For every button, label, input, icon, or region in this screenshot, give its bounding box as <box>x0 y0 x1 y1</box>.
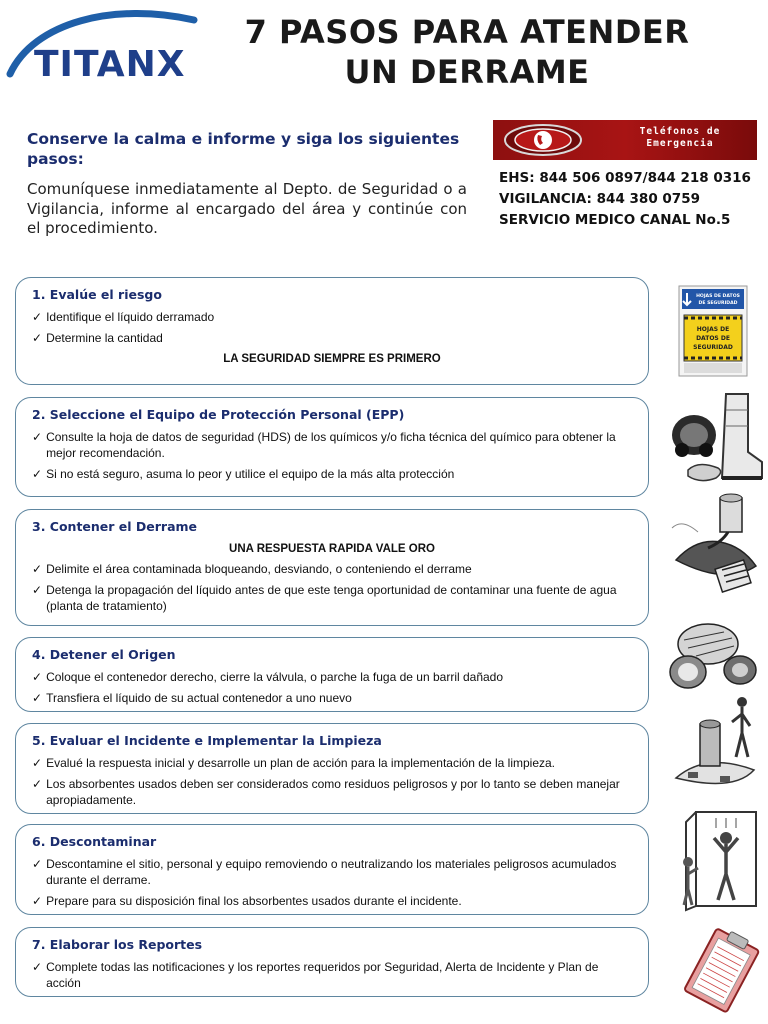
msds-sign-illustration <box>678 285 748 377</box>
quick-response-note: UNA RESPUESTA RAPIDA VALE ORO <box>229 543 435 555</box>
phone-icon <box>503 123 583 157</box>
item-text: Los absorbentes usados deben ser considerados como residuos peligrosos y por lo tanto se deben manejar apropiadamente. <box>46 777 620 807</box>
sign-panel-line-3: SEGURIDAD <box>693 344 733 351</box>
safety-note: LA SEGURIDAD SIEMPRE ES PRIMERO <box>223 353 441 365</box>
step-title: 3. Contener el Derrame <box>32 519 198 534</box>
check-icon: ✓ <box>32 960 43 974</box>
banner-line-1: Teléfonos de <box>639 126 721 137</box>
check-icon: ✓ <box>32 756 43 770</box>
item-text: Evalué la respuesta inicial y desarrolle un plan de acción para la implementación de la limpieza. <box>46 756 556 770</box>
sign-top-line-1: HOJAS DE DATOS <box>696 294 740 299</box>
step-title: 7. Elaborar los Reportes <box>32 937 203 952</box>
list-item <box>32 582 632 614</box>
list-item <box>32 959 632 991</box>
check-icon: ✓ <box>32 467 43 481</box>
step-7-box <box>15 927 649 997</box>
check-icon: ✓ <box>32 691 43 705</box>
servicio-medico: SERVICIO MEDICO CANAL No.5 <box>499 212 731 228</box>
list-item <box>32 856 632 888</box>
step-title: 6. Descontaminar <box>32 834 157 849</box>
step-title: 4. Detener el Origen <box>32 647 176 662</box>
list-item <box>32 330 632 346</box>
title-line-1: 7 PASOS PARA ATENDER <box>244 13 690 51</box>
item-text: Complete todas las notificaciones y los reportes requeridos por Seguridad, Alerta de Incidente y Plan de acción <box>46 960 599 990</box>
step-title: 1. Evalúe el riesgo <box>32 287 162 302</box>
item-text: Si no está seguro, asuma lo peor y utilice el equipo de la más alta protección <box>46 467 455 481</box>
check-icon: ✓ <box>32 777 43 791</box>
list-item <box>32 429 632 461</box>
list-item <box>32 893 632 909</box>
emergency-banner-text <box>605 126 755 150</box>
intro-heading: Conserve la calma e informe y siga los siguientes pasos: <box>27 130 460 168</box>
check-icon: ✓ <box>32 857 43 871</box>
list-item <box>32 669 632 685</box>
item-text: Identifique el líquido derramado <box>46 310 215 324</box>
step-2-box <box>15 397 649 497</box>
step-title: 2. Seleccione el Equipo de Protección Personal (EPP) <box>32 407 405 422</box>
emergency-phone-list <box>499 168 761 231</box>
step-5-box <box>15 723 649 814</box>
item-text: Determine la cantidad <box>46 331 163 345</box>
item-text: Detenga la propagación del líquido antes de que este tenga oportunidad de contaminar una fuente de agua (planta de tratamiento) <box>46 583 617 613</box>
vigilancia-phone: VIGILANCIA: 844 380 0759 <box>499 191 700 207</box>
item-text: Delimite el área contaminada bloqueando, desviando, o conteniendo el derrame <box>46 562 472 576</box>
decontamination-illustration <box>676 808 764 912</box>
page-title <box>222 12 712 92</box>
item-text: Transfiera el líquido de su actual contenedor a uno nuevo <box>46 691 352 705</box>
clipboard-icon <box>684 926 762 1014</box>
item-text: Consulte la hoja de datos de seguridad (HDS) de los químicos y/o ficha técnica del químico para obtener la mejor recomendación. <box>46 430 616 460</box>
logo-text: TITANX <box>34 44 186 85</box>
list-item <box>32 561 632 577</box>
sign-panel-line-1: HOJAS DE <box>696 326 730 333</box>
check-icon: ✓ <box>32 894 43 908</box>
intro-body: Comuníquese inmediatamente al Depto. de Seguridad o a Vigilancia, informe al encargado del área y continúe con el procedimiento. <box>27 180 467 237</box>
check-icon: ✓ <box>32 670 43 684</box>
list-item <box>32 776 632 808</box>
check-icon: ✓ <box>32 583 43 597</box>
titanx-logo <box>4 4 216 90</box>
ehs-phone: EHS: 844 506 0897/844 218 0316 <box>499 170 751 186</box>
check-icon: ✓ <box>32 562 43 576</box>
contain-spill-illustration <box>668 488 764 596</box>
item-text: Descontamine el sitio, personal y equipo removiendo o neutralizando los materiales peligrosos acumulados durante el derrame. <box>46 857 617 887</box>
list-item <box>32 690 632 706</box>
item-text: Coloque el contenedor derecho, cierre la válvula, o parche la fuga de un barril dañado <box>46 670 504 684</box>
list-item <box>32 466 632 482</box>
sign-panel-line-2: DATOS DE <box>696 335 730 342</box>
list-item <box>32 755 632 771</box>
check-icon: ✓ <box>32 310 43 324</box>
ppe-illustration <box>668 390 764 490</box>
sign-top-line-2: DE SEGURIDAD <box>698 301 738 306</box>
banner-line-2: Emergencia <box>646 138 714 149</box>
list-item <box>32 309 632 325</box>
stop-source-illustration <box>666 614 762 694</box>
step-6-box <box>15 824 649 915</box>
item-text: Prepare para su disposición final los absorbentes usados durante el incidente. <box>46 894 462 908</box>
cleanup-illustration <box>672 692 764 796</box>
step-title: 5. Evaluar el Incidente e Implementar la Limpieza <box>32 733 382 748</box>
check-icon: ✓ <box>32 331 43 345</box>
check-icon: ✓ <box>32 430 43 444</box>
step-4-box <box>15 637 649 712</box>
title-line-2: UN DERRAME <box>344 53 590 91</box>
step-1-box <box>15 277 649 385</box>
step-3-box <box>15 509 649 626</box>
emergency-banner <box>493 120 757 160</box>
